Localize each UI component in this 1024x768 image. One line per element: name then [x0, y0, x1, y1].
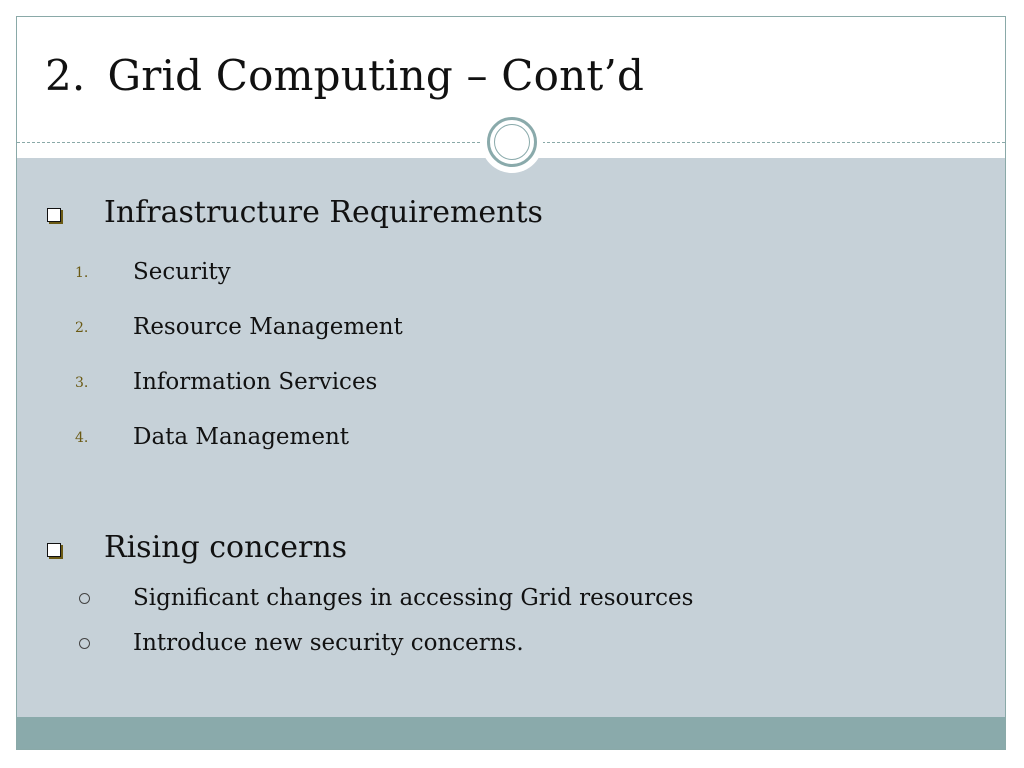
list-item-label: Significant changes in accessing Grid resources	[133, 585, 694, 611]
list-item-label: Data Management	[133, 424, 350, 450]
list-number: 1.	[75, 265, 89, 281]
list-number: 4.	[75, 430, 89, 446]
list-item-label: Information Services	[133, 369, 378, 395]
square-bullet-icon	[47, 208, 61, 222]
title-number: 2.	[45, 51, 86, 100]
list-item-label: Security	[133, 259, 231, 285]
slide	[16, 16, 1006, 750]
ring-inner	[487, 117, 537, 167]
circle-bullet-icon	[79, 593, 90, 604]
slide-title	[45, 51, 644, 100]
list-number: 2.	[75, 320, 89, 336]
section-heading-label: Infrastructure Requirements	[104, 195, 543, 230]
circle-bullet-icon	[79, 638, 90, 649]
section-heading-label: Rising concerns	[104, 530, 348, 565]
list-item-label: Resource Management	[133, 314, 403, 340]
ring-core	[494, 124, 530, 160]
list-number: 3.	[75, 375, 89, 391]
footer-band	[17, 717, 1005, 750]
ring-ornament-icon	[481, 111, 543, 173]
square-bullet-icon	[47, 543, 61, 557]
list-item-label: Introduce new security concerns.	[133, 630, 524, 656]
title-text: Grid Computing – Cont’d	[107, 51, 645, 100]
